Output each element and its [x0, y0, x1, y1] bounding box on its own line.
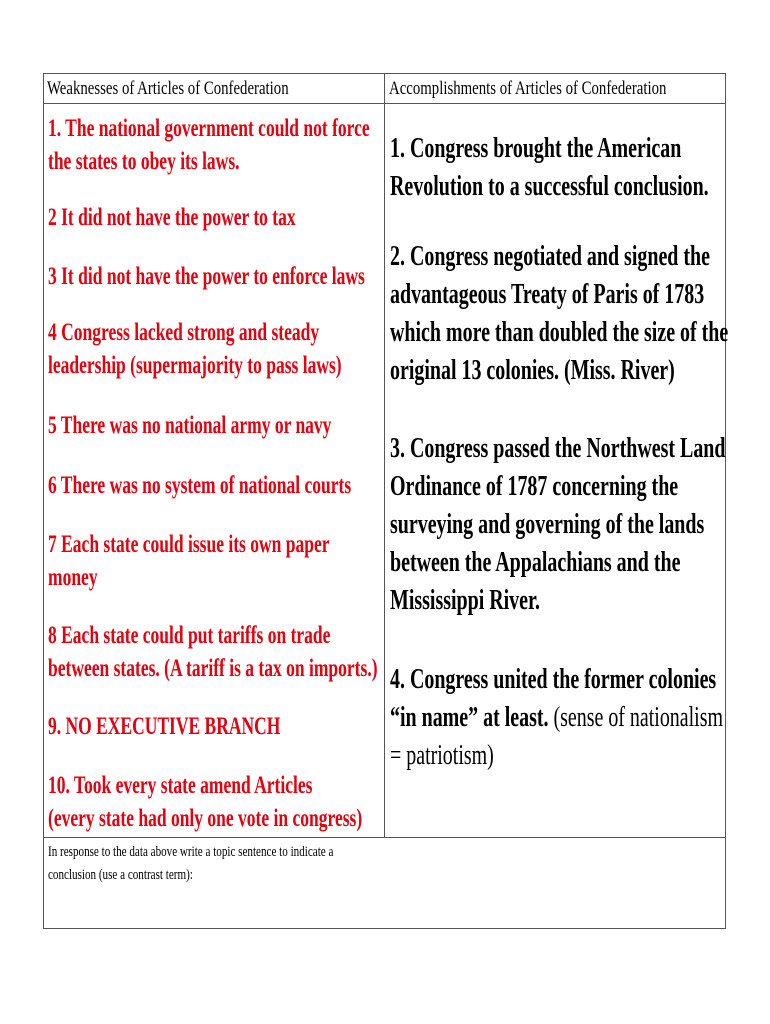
accomplishment-1: 1. Congress brought the American Revolution to a successful conclusion. — [390, 133, 709, 202]
weakness-3: 3 It did not have the power to enforce laws — [48, 263, 365, 290]
weakness-2: 2 It did not have the power to tax — [48, 204, 296, 231]
weakness-1: 1. The national government could not force the states to obey its laws. — [48, 115, 370, 175]
prompt-divider — [43, 837, 726, 838]
accomplishment-3: 3. Congress passed the Northwest Land Ordinance of 1787 concerning the surveying and governing of the lands between the Appalachians and the Mississippi River. — [390, 433, 726, 616]
column-divider — [384, 73, 385, 838]
accomplishment-2: 2. Congress negotiated and signed the advantageous Treaty of Paris of 1783 which more than doubled the size of the original 13 colonies. (Miss. River) — [390, 241, 729, 386]
accomplishment-4: 4. Congress united the former colonies “in name” at least. (sense of nationalism = patriotism) — [390, 664, 724, 771]
weakness-5: 5 There was no national army or navy — [48, 412, 332, 439]
weakness-10: 10. Took every state amend Articles (every state had only one vote in congress) — [48, 772, 363, 832]
header-divider — [43, 103, 726, 104]
weakness-8: 8 Each state could put tariffs on trade between states. (A tariff is a tax on imports.) — [48, 622, 378, 682]
weakness-6: 6 There was no system of national courts — [48, 472, 352, 499]
weakness-9: 9. NO EXECUTIVE BRANCH — [48, 713, 281, 740]
writing-prompt: In response to the data above write a topic sentence to indicate a conclusion (use a contrast term): — [48, 844, 334, 883]
weaknesses-header: Weaknesses of Articles of Confederation — [47, 78, 289, 99]
accomplishments-header: Accomplishments of Articles of Confederation — [389, 78, 667, 99]
weakness-4: 4 Congress lacked strong and steady leadership (supermajority to pass laws) — [48, 319, 342, 379]
weakness-7: 7 Each state could issue its own paper money — [48, 531, 330, 591]
